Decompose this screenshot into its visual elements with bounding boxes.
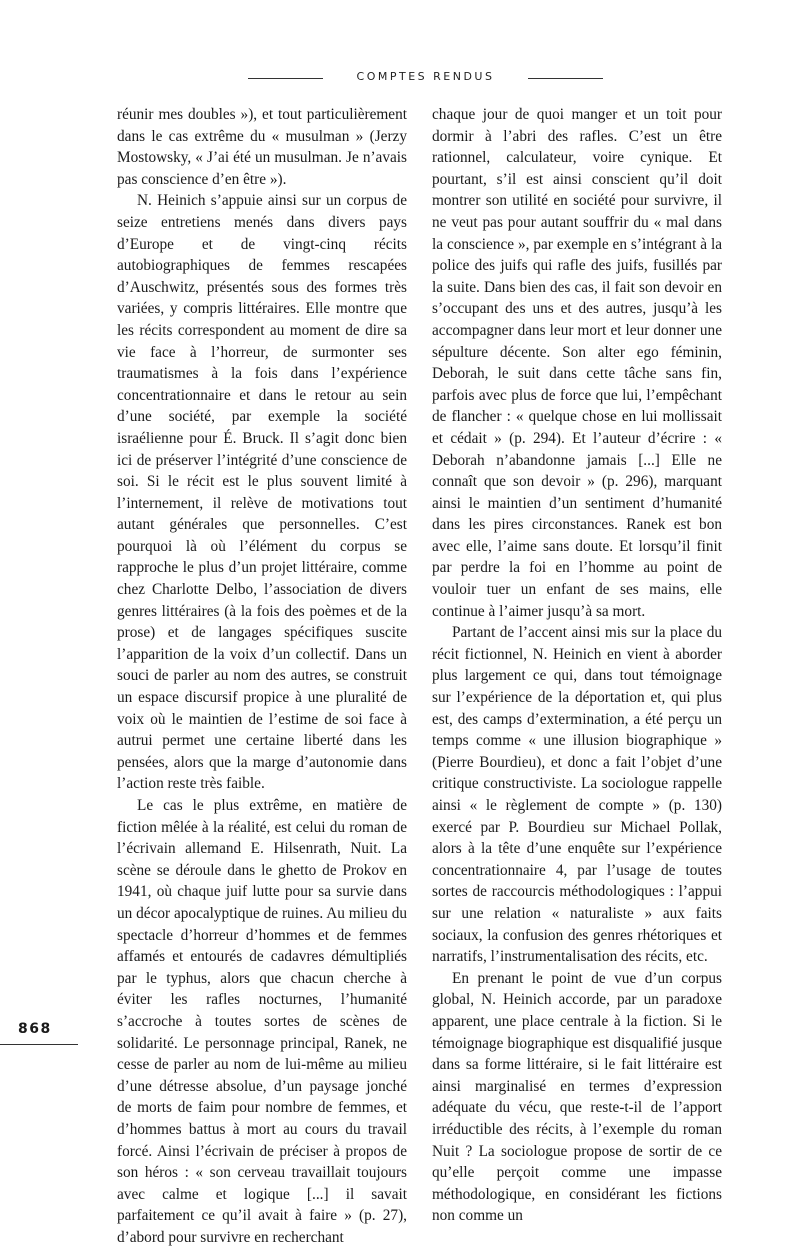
running-header bbox=[248, 70, 603, 90]
page-number-rule bbox=[0, 1044, 78, 1045]
page-number: 868 bbox=[18, 1021, 52, 1037]
paragraph: Le cas le plus extrême, en matière de fiction mêlée à la réalité, est celui du roman de l’écrivain allemand E. Hilsenrath, Nuit. La scène se déroule dans le ghetto de Prokov en 1941, où chaque juif lutte pour sa survie dans un décor apocalyptique de ruines. Au milieu du spectacle d’horreur d’hommes et de femmes affamés et entourés de cadavres démultipliés par le typhus, alors que chacun cherche à éviter les rafles nocturnes, l’humanité s’accroche à toutes sortes de scènes de solidarité. Le personnage principal, Ranek, ne cesse de parler au nom de lui-même au milieu d’une détresse absolue, d’un paysage jonché de morts de faim pour nombre de femmes, et d’hommes battus à mort au cours du travail forcé. Ainsi l’écrivain de préciser à propos de son héros : « son cerveau travaillait toujours avec calme et logique [...] il savait parfaitement ce qu’il avait à faire » (p. 27), d’abord pour survivre en recherchant bbox=[117, 797, 407, 1246]
paragraph: N. Heinich s’appuie ainsi sur un corpus de seize entretiens menés dans divers pays d’Europe et de vingt-cinq récits autobiographiques de femmes rescapées d’Auschwitz, présentés sous des formes très variées, y compris littéraires. Elle montre que les récits correspondent au moment de dire sa vie face à l’horreur, de surmonter ses traumatismes à la fois dans l’expérience concentrationnaire et dans le retour au sein d’une société, par exemple la société israélienne pour É. Bruck. Il s’agit donc bien ici de préserver l’intégrité d’une conscience de soi. Si le récit est le plus souvent limité à l’internement, il relève de motivations tout autant générales que personnelles. C’est pourquoi là où l’élément du corpus se rapproche le plus d’un projet littéraire, comme chez Charlotte Delbo, l’association de divers genres littéraires (à la fois des poèmes et de la prose) et de langages spécifiques suscite l’apparition de la voix d’un collectif. Dans un souci de parler au nom des autres, se construit un espace discursif propice à une pluralité de voix où le maintien de l’estime de soi face à autrui permet une certaine liberté dans les pensées, alors que la marge d’autonomie dans l’action reste très faible. bbox=[117, 192, 407, 793]
running-title: COMPTES RENDUS bbox=[356, 70, 495, 83]
paragraph: réunir mes doubles »), et tout particulièrement dans le cas extrême du « musulman » (Jerzy Mostowsky, « J’ai été un musulman. Je n’avais pas conscience d’en être »). bbox=[117, 106, 407, 188]
paragraph: En prenant le point de vue d’un corpus global, N. Heinich accorde, par un paradoxe apparent, une place centrale à la fiction. Si le témoignage biographique est disqualifié jusque dans sa forme littéraire, si le fait littéraire est ainsi marginalisé en termes d’expression adéquate du vécu, que reste-t-il de l’apport irréductible des récits, à l’exemple du roman Nuit ? La sociologue propose de sortir de ce qu’elle perçoit comme une impasse méthodologique, en considérant les fictions non comme un bbox=[432, 969, 722, 1225]
paragraph: chaque jour de quoi manger et un toit pour dormir à l’abri des rafles. C’est un être rationnel, calculateur, voire cynique. Et pourtant, s’il est ainsi conscient qu’il doit montrer son utilité en société pour survivre, il ne veut pas pour autant souffrir du « mal dans la conscience », par exemple en s’intégrant à la police des juifs qui rafle des juifs, fusillés par la suite. Dans bien des cas, il fait son devoir en s’occupant des uns et des autres, jusqu’à les accompagner dans leur mort et leur donner une sépulture décente. Son alter ego féminin, Deborah, le suit dans cette tâche sans fin, parfois avec plus de force que lui, l’empêchant de flancher : « quelque chose en lui mollissait et cédait » (p. 294). Et l’auteur d’écrire : « Deborah n’abandonne jamais [...] Elle ne connaît que son devoir » (p. 296), marquant ainsi le maintien d’un sentiment d’humanité dans les pires circonstances. Ranek est bon avec elle, l’aime sans doute. Et lorsqu’il finit par perdre la foi en l’homme au point de vouloir tuer un enfant de ses mains, elle continue à l’aimer jusqu’à sa mort. bbox=[432, 106, 722, 620]
left-column bbox=[117, 104, 407, 1248]
right-column bbox=[432, 104, 722, 1227]
header-rule-right bbox=[528, 78, 603, 79]
header-rule-left bbox=[248, 78, 323, 79]
paragraph: Partant de l’accent ainsi mis sur la place du récit fictionnel, N. Heinich en vient à aborder plus largement ce qui, dans tout témoignage sur l’expérience de la déportation et, qui plus est, des camps d’extermination, a été perçu un temps comme « une illusion biographique » (Pierre Bourdieu), et donc a fait l’objet d’une critique constructiviste. La sociologue rappelle ainsi « le règlement de compte » (p. 130) exercé par P. Bourdieu sur Michael Pollak, alors à la tête d’une enquête sur l’expérience concentrationnaire 4, par l’usage de toutes sortes de raccourcis méthodologiques : l’appui sur une relation « naturaliste » aux faits sociaux, la confusion des genres rhétoriques et narratifs, l’instrumentalisation des récits, etc. bbox=[432, 624, 722, 966]
